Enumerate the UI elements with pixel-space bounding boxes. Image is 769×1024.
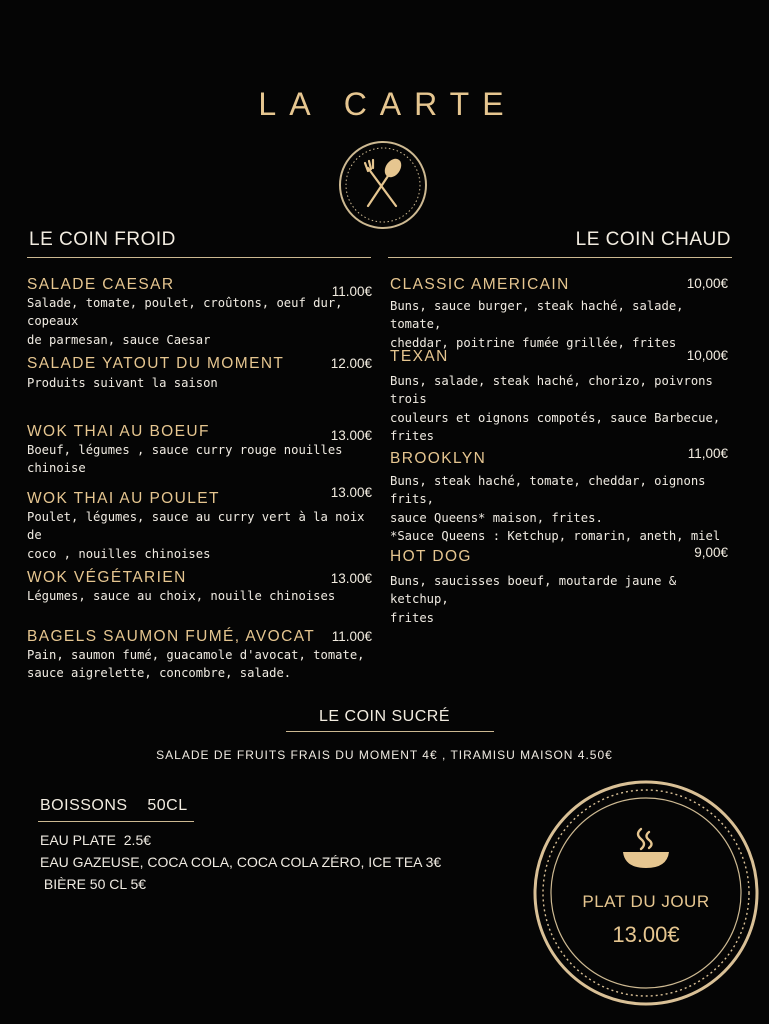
- item-name: HOT DOG: [390, 548, 472, 565]
- item-price: 11.00€: [331, 629, 372, 644]
- item-desc: Pain, saumon fumé, guacamole d'avocat, tomate, sauce aigrelette, concombre, salade.: [27, 648, 365, 681]
- sweet-section-title: LE COIN SUCRÉ: [319, 708, 450, 725]
- item-name: WOK THAI AU POULET: [27, 490, 220, 507]
- item-desc: Buns, steak haché, tomate, cheddar, oignons frits, sauce Queens* maison, frites. *Sauce Queens : Ketchup, romarin, aneth, miel: [390, 474, 721, 544]
- item-price: 13.00€: [330, 428, 372, 443]
- item-price: 13.00€: [330, 571, 372, 586]
- drinks-section-rule: [38, 821, 194, 822]
- item-desc: Boeuf, légumes , sauce curry rouge nouilles chinoise: [27, 443, 343, 476]
- sweet-items-line: SALADE DE FRUITS FRAIS DU MOMENT 4€ , TIRAMISU MAISON 4.50€: [156, 748, 613, 762]
- item-name: SALADE CAESAR: [27, 276, 175, 293]
- cold-section-rule: [27, 257, 371, 258]
- item-price: 9,00€: [694, 545, 728, 560]
- item-name: WOK VÉGÉTARIEN: [27, 569, 187, 586]
- hot-section-title: LE COIN CHAUD: [575, 229, 731, 250]
- menu-item: [27, 423, 372, 478]
- menu-item: [27, 485, 372, 563]
- menu-item: [27, 628, 372, 683]
- cold-section-title: LE COIN FROID: [29, 229, 176, 250]
- item-name: TEXAN: [390, 348, 449, 365]
- menu-item: [27, 355, 372, 392]
- item-desc: Légumes, sauce au choix, nouille chinoises: [27, 589, 336, 603]
- item-desc: Buns, salade, steak haché, chorizo, poivrons trois couleurs et oignons compotés, sauce Barbecue, frites: [390, 374, 721, 444]
- drink-line: EAU GAZEUSE, COCA COLA, COCA COLA ZÉRO, ICE TEA 3€: [40, 854, 442, 870]
- item-desc: Buns, saucisses boeuf, moutarde jaune & ketchup, frites: [390, 574, 677, 625]
- item-desc: Salade, tomate, poulet, croûtons, oeuf dur, copeaux de parmesan, sauce Caesar: [27, 296, 343, 347]
- drink-line: EAU PLATE 2.5€: [40, 832, 152, 848]
- item-price: 10,00€: [686, 348, 728, 363]
- menu-item: [390, 545, 728, 627]
- item-desc: Buns, sauce burger, steak haché, salade, tomate, cheddar, poitrine fumée grillée, frites: [390, 299, 684, 350]
- item-desc: Poulet, légumes, sauce au curry vert à la noix de coco , nouilles chinoises: [27, 510, 365, 561]
- page-title: LA CARTE: [258, 86, 517, 122]
- hot-section-rule: [388, 257, 732, 258]
- drink-line: BIÈRE 50 CL 5€: [40, 876, 147, 892]
- item-price: 11.00€: [331, 284, 372, 299]
- plat-du-jour-price: 13.00€: [612, 922, 680, 947]
- drinks-list: [40, 829, 441, 895]
- menu-item: [27, 276, 372, 349]
- fork-spoon-crossed-icon: [338, 140, 428, 230]
- item-name: WOK THAI AU BOEUF: [27, 423, 210, 440]
- sweet-section-rule: [286, 731, 494, 732]
- plat-du-jour-label: PLAT DU JOUR: [582, 892, 710, 911]
- item-price: 13.00€: [330, 485, 372, 500]
- item-name: BROOKLYN: [390, 450, 487, 467]
- item-price: 11,00€: [687, 446, 728, 461]
- item-desc: Produits suivant la saison: [27, 376, 218, 390]
- drinks-section-title: BOISSONS 50CL: [40, 797, 188, 814]
- menu-item: [27, 569, 372, 605]
- sweet-section-header: [0, 706, 769, 726]
- menu-item: [390, 276, 728, 352]
- menu-item: [390, 446, 728, 546]
- item-name: BAGELS SAUMON FUMÉ, AVOCAT: [27, 628, 316, 645]
- item-name: SALADE YATOUT DU MOMENT: [27, 355, 285, 372]
- steaming-bowl-icon: [619, 824, 673, 872]
- menu-item: [390, 348, 728, 446]
- item-name: CLASSIC AMERICAIN: [390, 276, 570, 293]
- item-price: 10,00€: [686, 276, 728, 291]
- item-price: 12.00€: [330, 356, 372, 371]
